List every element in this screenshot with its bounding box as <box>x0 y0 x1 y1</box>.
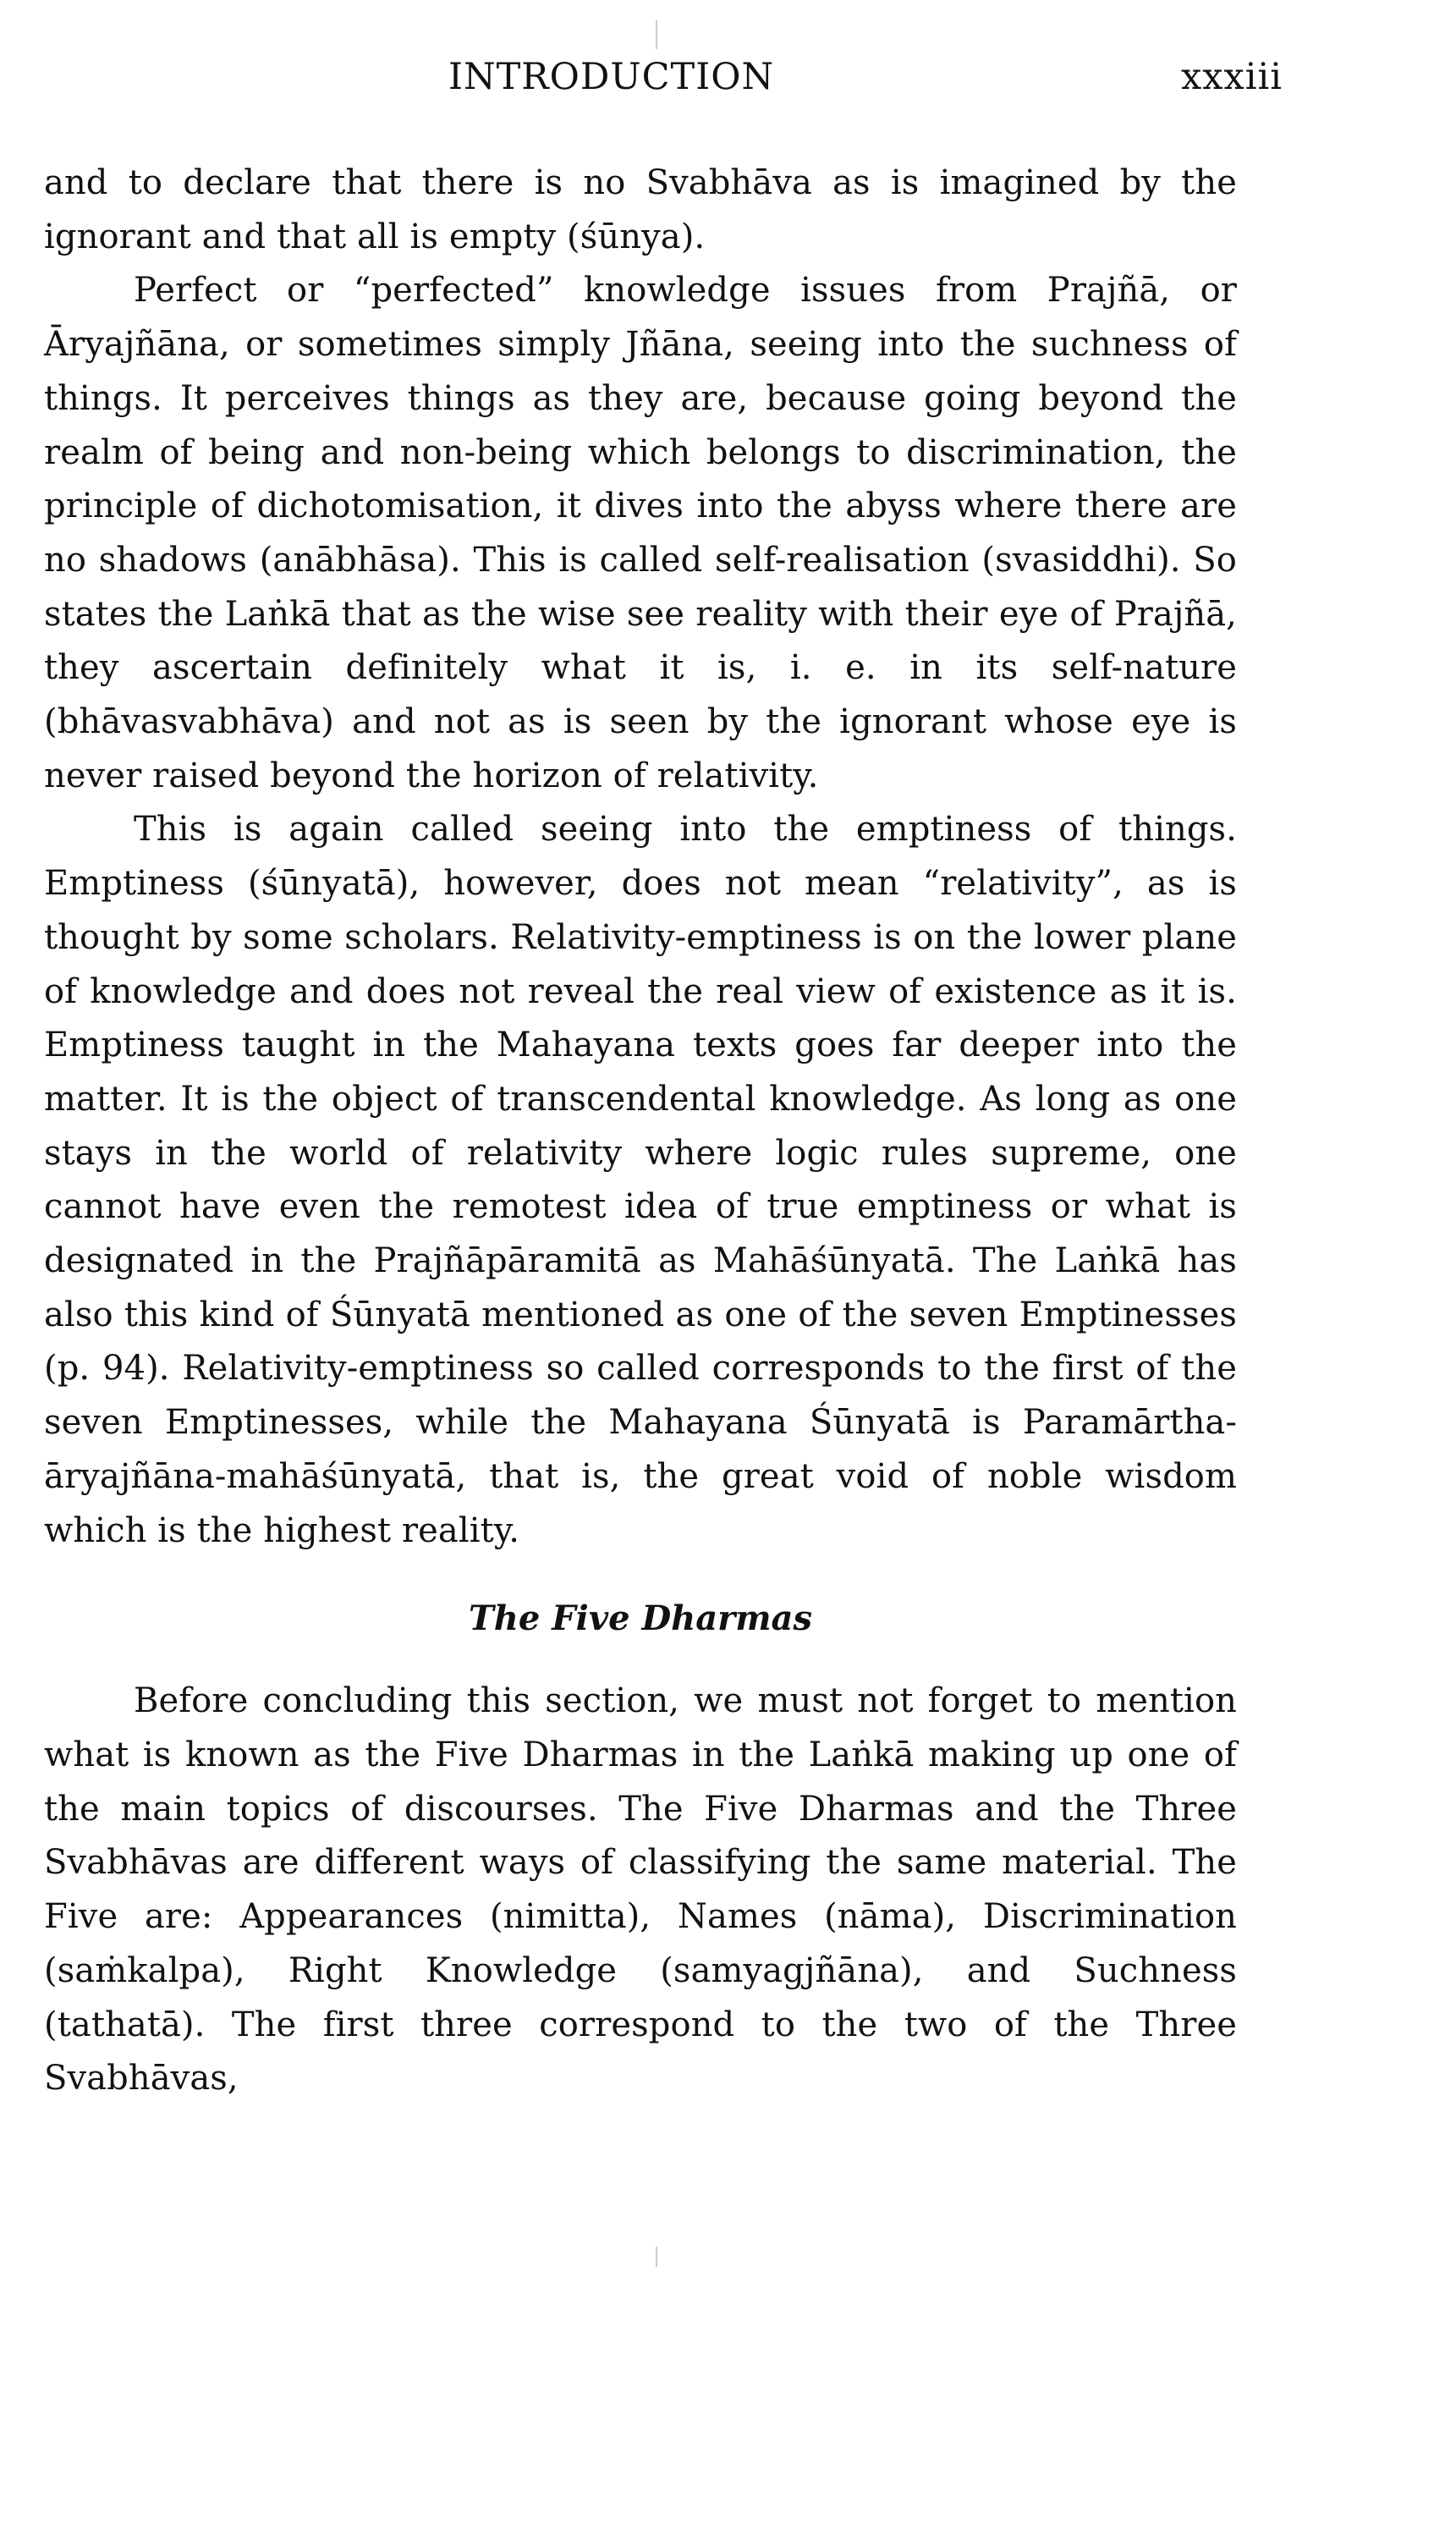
paragraph-emptiness: This is again called seeing into the emptiness of things. Emptiness (śūnyatā), however, does not mean “relativity”, as is thought by some scholars. Relativity-emptiness is on the lower plane of knowledge and does not reveal the real view of existence as it is. Emptiness taught in the Mahayana texts goes far deeper into the matter. It is the object of transcendental knowledge. As long as one stays in the world of relativity where logic rules supreme, one cannot have even the remotest idea of true emptiness or what is designated in the Prajñāpāramitā as Mahāśūnyatā. The Laṅkā has also this kind of Śūnyatā mentioned as one of the seven Emptinesses (p. 94). Relativity-emptiness so called corresponds to the first of the seven Emptinesses, while the Mahayana Śūnyatā is Paramārtha-āryajñāna-mahāśūnyatā, that is, the great void of noble wisdom which is the highest reality. <box>44 810 1237 1550</box>
running-title: INTRODUCTION <box>448 56 775 98</box>
section-heading-five-dharmas: The Five Dharmas <box>469 1598 812 1639</box>
paragraph-svabhava-continuation: and to declare that there is no Svabhāva as is imagined by the ignorant and that all is empty (śūnya). <box>44 163 1237 256</box>
scan-mark-top <box>656 20 657 49</box>
paragraph-five-dharmas: Before concluding this section, we must not forget to mention what is known as the Five Dharmas in the Laṅkā making up one of the main topics of discourses. The Five Dharmas and the Three Svabhāvas are different ways of classifying the same material. The Five are: Appearances (nimitta), Names (nāma), Discrimination (saṁkalpa), Right Knowledge (samyagjñāna), and Suchness (tathatā). The first three correspond to the two of the Three Svabhāvas, <box>44 1681 1237 2099</box>
page-body <box>44 157 1237 2106</box>
paragraph-perfected-knowledge: Perfect or “perfected” knowledge issues from Prajñā, or Āryajñāna, or sometimes simply Jñāna, seeing into the suchness of things. It perceives things as they are, because going beyond the realm of being and non-being which belongs to discrimination, the principle of dichotomisation, it dives into the abyss where there are no shadows (anābhāsa). This is called self-realisation (svasiddhi). So states the Laṅkā that as the wise see reality with their eye of Prajñā, they ascertain definitely what it is, i. e. in its self-nature (bhāvasvabhāva) and not as is seen by the ignorant whose eye is never raised beyond the horizon of relativity. <box>44 271 1237 795</box>
page-number: xxxiii <box>1180 56 1283 98</box>
page-header <box>0 56 1456 107</box>
scan-mark-bottom <box>656 2247 657 2267</box>
